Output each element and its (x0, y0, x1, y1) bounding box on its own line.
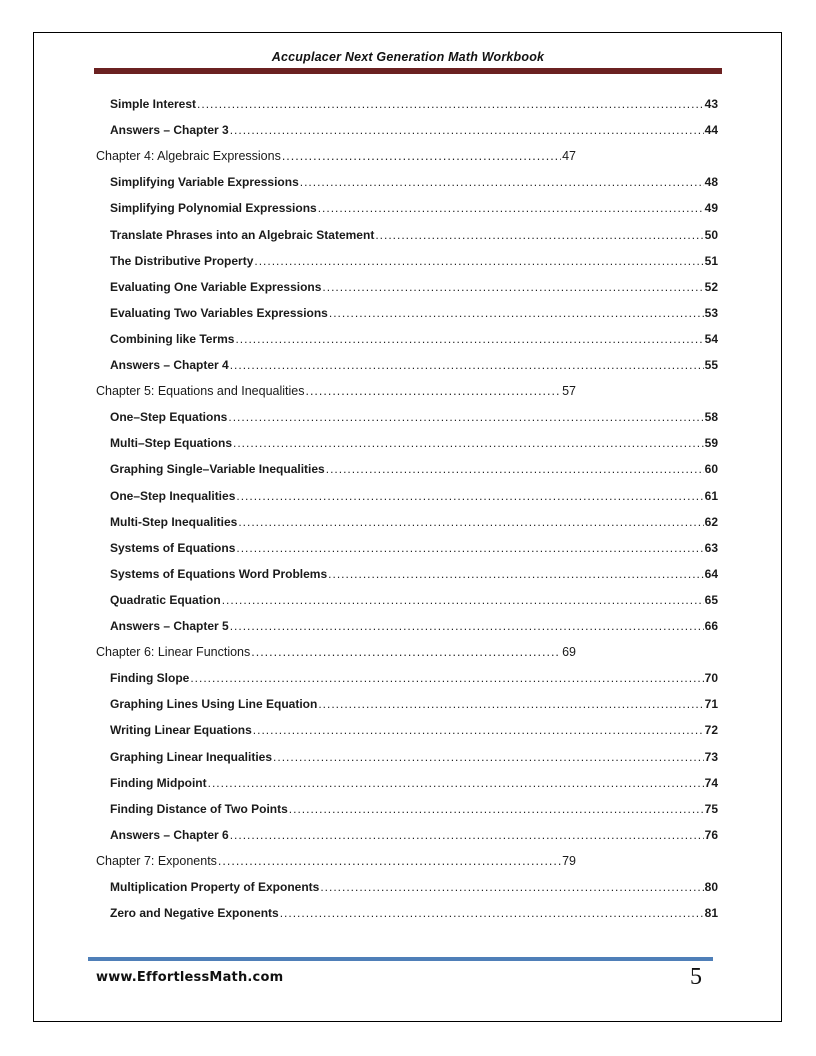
toc-section-entry[interactable] (110, 224, 718, 246)
toc-section-entry[interactable] (110, 276, 718, 298)
toc-entry-page-number: 60 (704, 462, 718, 477)
toc-section-entry[interactable] (110, 667, 718, 689)
dot-leader (305, 380, 561, 402)
dot-leader (236, 485, 703, 507)
dot-leader (318, 197, 704, 219)
toc-entry-page-number: 50 (704, 227, 718, 242)
dot-leader (282, 145, 561, 167)
dot-leader (273, 746, 704, 768)
toc-entry-title: One–Step Inequalities (110, 488, 236, 503)
toc-entry-page-number: 72 (704, 723, 718, 738)
toc-section-entry[interactable] (110, 902, 718, 924)
toc-entry-page-number: 51 (704, 253, 718, 268)
toc-entry-title: Graphing Lines Using Line Equation (110, 697, 318, 712)
dot-leader (235, 328, 703, 350)
toc-entry-title: Multi–Step Equations (110, 436, 233, 451)
toc-entry-page-number: 61 (704, 488, 718, 503)
toc-entry-page-number: 48 (704, 175, 718, 190)
dot-leader (254, 250, 703, 272)
dot-leader (230, 119, 704, 141)
toc-entry-title: Chapter 4: Algebraic Expressions (96, 149, 281, 164)
toc-entry-page-number: 49 (704, 201, 718, 216)
toc-section-entry[interactable] (110, 119, 718, 141)
toc-entry-page-number: 75 (704, 801, 718, 816)
toc-chapter-entry[interactable] (96, 380, 576, 402)
dot-leader (218, 850, 561, 872)
toc-entry-title: Answers – Chapter 5 (110, 619, 229, 633)
toc-section-entry[interactable] (110, 876, 718, 898)
toc-entry-title: One–Step Equations (110, 410, 228, 425)
toc-entry-title: Multiplication Property of Exponents (110, 880, 320, 894)
toc-entry-page-number: 69 (562, 645, 576, 660)
footer-rule (88, 957, 713, 961)
toc-entry-title: Chapter 5: Equations and Inequalities (96, 384, 305, 399)
dot-leader (328, 563, 703, 585)
toc-section-entry[interactable] (110, 328, 718, 350)
dot-leader (253, 719, 704, 741)
toc-entry-page-number: 74 (704, 775, 718, 790)
dot-leader (230, 354, 704, 376)
toc-section-entry[interactable] (110, 93, 718, 115)
dot-leader (322, 276, 703, 298)
toc-section-entry[interactable] (110, 171, 718, 193)
toc-entry-page-number: 58 (704, 410, 718, 425)
toc-section-entry[interactable] (110, 563, 718, 585)
dot-leader (238, 511, 703, 533)
toc-entry-title: Simple Interest (110, 97, 197, 111)
toc-entry-title: Simplifying Polynomial Expressions (110, 201, 317, 216)
dot-leader (280, 902, 704, 924)
toc-entry-page-number: 71 (704, 697, 718, 712)
toc-entry-title: Simplifying Variable Expressions (110, 175, 299, 190)
toc-entry-title: Systems of Equations Word Problems (110, 566, 328, 581)
footer-website: www.EffortlessMath.com (96, 970, 284, 985)
toc-entry-title: Finding Midpoint (110, 775, 207, 790)
toc-section-entry[interactable] (110, 511, 718, 533)
toc-entry-title: Answers – Chapter 6 (110, 827, 229, 842)
toc-entry-page-number: 70 (704, 671, 718, 686)
toc-entry-title: Quadratic Equation (110, 592, 221, 607)
toc-entry-page-number: 43 (704, 97, 718, 111)
toc-entry-title: Systems of Equations (110, 540, 236, 555)
toc-entry-page-number: 62 (704, 514, 718, 529)
toc-section-entry[interactable] (110, 615, 718, 637)
toc-entry-title: Graphing Single–Variable Inequalities (110, 462, 325, 477)
toc-entry-page-number: 73 (704, 749, 718, 764)
toc-section-entry[interactable] (110, 302, 718, 324)
toc-entry-title: Translate Phrases into an Algebraic Statement (110, 227, 375, 242)
toc-entry-page-number: 81 (704, 906, 718, 921)
toc-entry-title: The Distributive Property (110, 253, 254, 268)
toc-section-entry[interactable] (110, 485, 718, 507)
toc-entry-title: Evaluating Two Variables Expressions (110, 305, 328, 320)
dot-leader (230, 824, 704, 846)
toc-entry-page-number: 64 (704, 566, 718, 581)
dot-leader (375, 224, 703, 246)
toc-section-entry[interactable] (110, 458, 718, 480)
toc-section-entry[interactable] (110, 537, 718, 559)
toc-entry-title: Evaluating One Variable Expressions (110, 279, 322, 294)
toc-entry-title: Answers – Chapter 4 (110, 358, 229, 372)
toc-entry-page-number: 80 (704, 880, 718, 894)
toc-section-entry[interactable] (110, 693, 718, 715)
dot-leader (230, 615, 704, 637)
toc-section-entry[interactable] (110, 772, 718, 794)
toc-entry-title: Answers – Chapter 3 (110, 123, 229, 138)
dot-leader (233, 432, 704, 454)
dot-leader (190, 667, 703, 689)
toc-entry-title: Chapter 6: Linear Functions (96, 645, 251, 660)
toc-section-entry[interactable] (110, 798, 718, 820)
toc-section-entry[interactable] (110, 250, 718, 272)
toc-section-entry[interactable] (110, 197, 718, 219)
toc-entry-title: Zero and Negative Exponents (110, 906, 279, 921)
toc-entry-title: Combining like Terms (110, 331, 235, 346)
toc-section-entry[interactable] (110, 589, 718, 611)
toc-entry-page-number: 52 (704, 279, 718, 294)
toc-entry-title: Chapter 7: Exponents (96, 853, 217, 868)
toc-entry-page-number: 47 (562, 149, 576, 164)
toc-chapter-entry[interactable] (96, 145, 576, 167)
dot-leader (320, 876, 703, 898)
toc-entry-title: Finding Distance of Two Points (110, 801, 288, 816)
footer-page-number: 5 (690, 964, 702, 990)
toc-section-entry[interactable] (110, 354, 718, 376)
dot-leader (329, 302, 704, 324)
toc-entry-title: Finding Slope (110, 671, 190, 686)
toc-section-entry[interactable] (110, 719, 718, 741)
dot-leader (251, 641, 561, 663)
toc-entry-page-number: 55 (704, 358, 718, 372)
toc-entry-page-number: 76 (704, 827, 718, 842)
toc-entry-page-number: 57 (562, 384, 576, 399)
toc-entry-page-number: 44 (704, 123, 718, 138)
toc-entry-page-number: 66 (704, 619, 718, 633)
dot-leader (197, 93, 704, 115)
toc-section-entry[interactable] (110, 432, 718, 454)
dot-leader (236, 537, 703, 559)
toc-chapter-entry[interactable] (96, 850, 576, 872)
running-header-title: Accuplacer Next Generation Math Workbook (271, 50, 545, 64)
dot-leader (222, 589, 704, 611)
dot-leader (300, 171, 704, 193)
toc-entry-title: Multi-Step Inequalities (110, 514, 238, 529)
dot-leader (318, 693, 703, 715)
toc-entry-page-number: 59 (704, 436, 718, 451)
toc-entry-page-number: 54 (704, 331, 718, 346)
dot-leader (326, 458, 704, 480)
toc-entry-page-number: 79 (562, 853, 576, 868)
dot-leader (228, 406, 703, 428)
toc-entry-title: Graphing Linear Inequalities (110, 749, 273, 764)
dot-leader (208, 772, 704, 794)
toc-section-entry[interactable] (110, 746, 718, 768)
toc-section-entry[interactable] (110, 824, 718, 846)
toc-entry-page-number: 65 (704, 592, 718, 607)
header-rule (94, 68, 722, 74)
toc-chapter-entry[interactable] (96, 641, 576, 663)
toc-entry-page-number: 53 (704, 305, 718, 320)
toc-entry-page-number: 63 (704, 540, 718, 555)
dot-leader (289, 798, 704, 820)
toc-section-entry[interactable] (110, 406, 718, 428)
toc-entry-title: Writing Linear Equations (110, 723, 252, 738)
